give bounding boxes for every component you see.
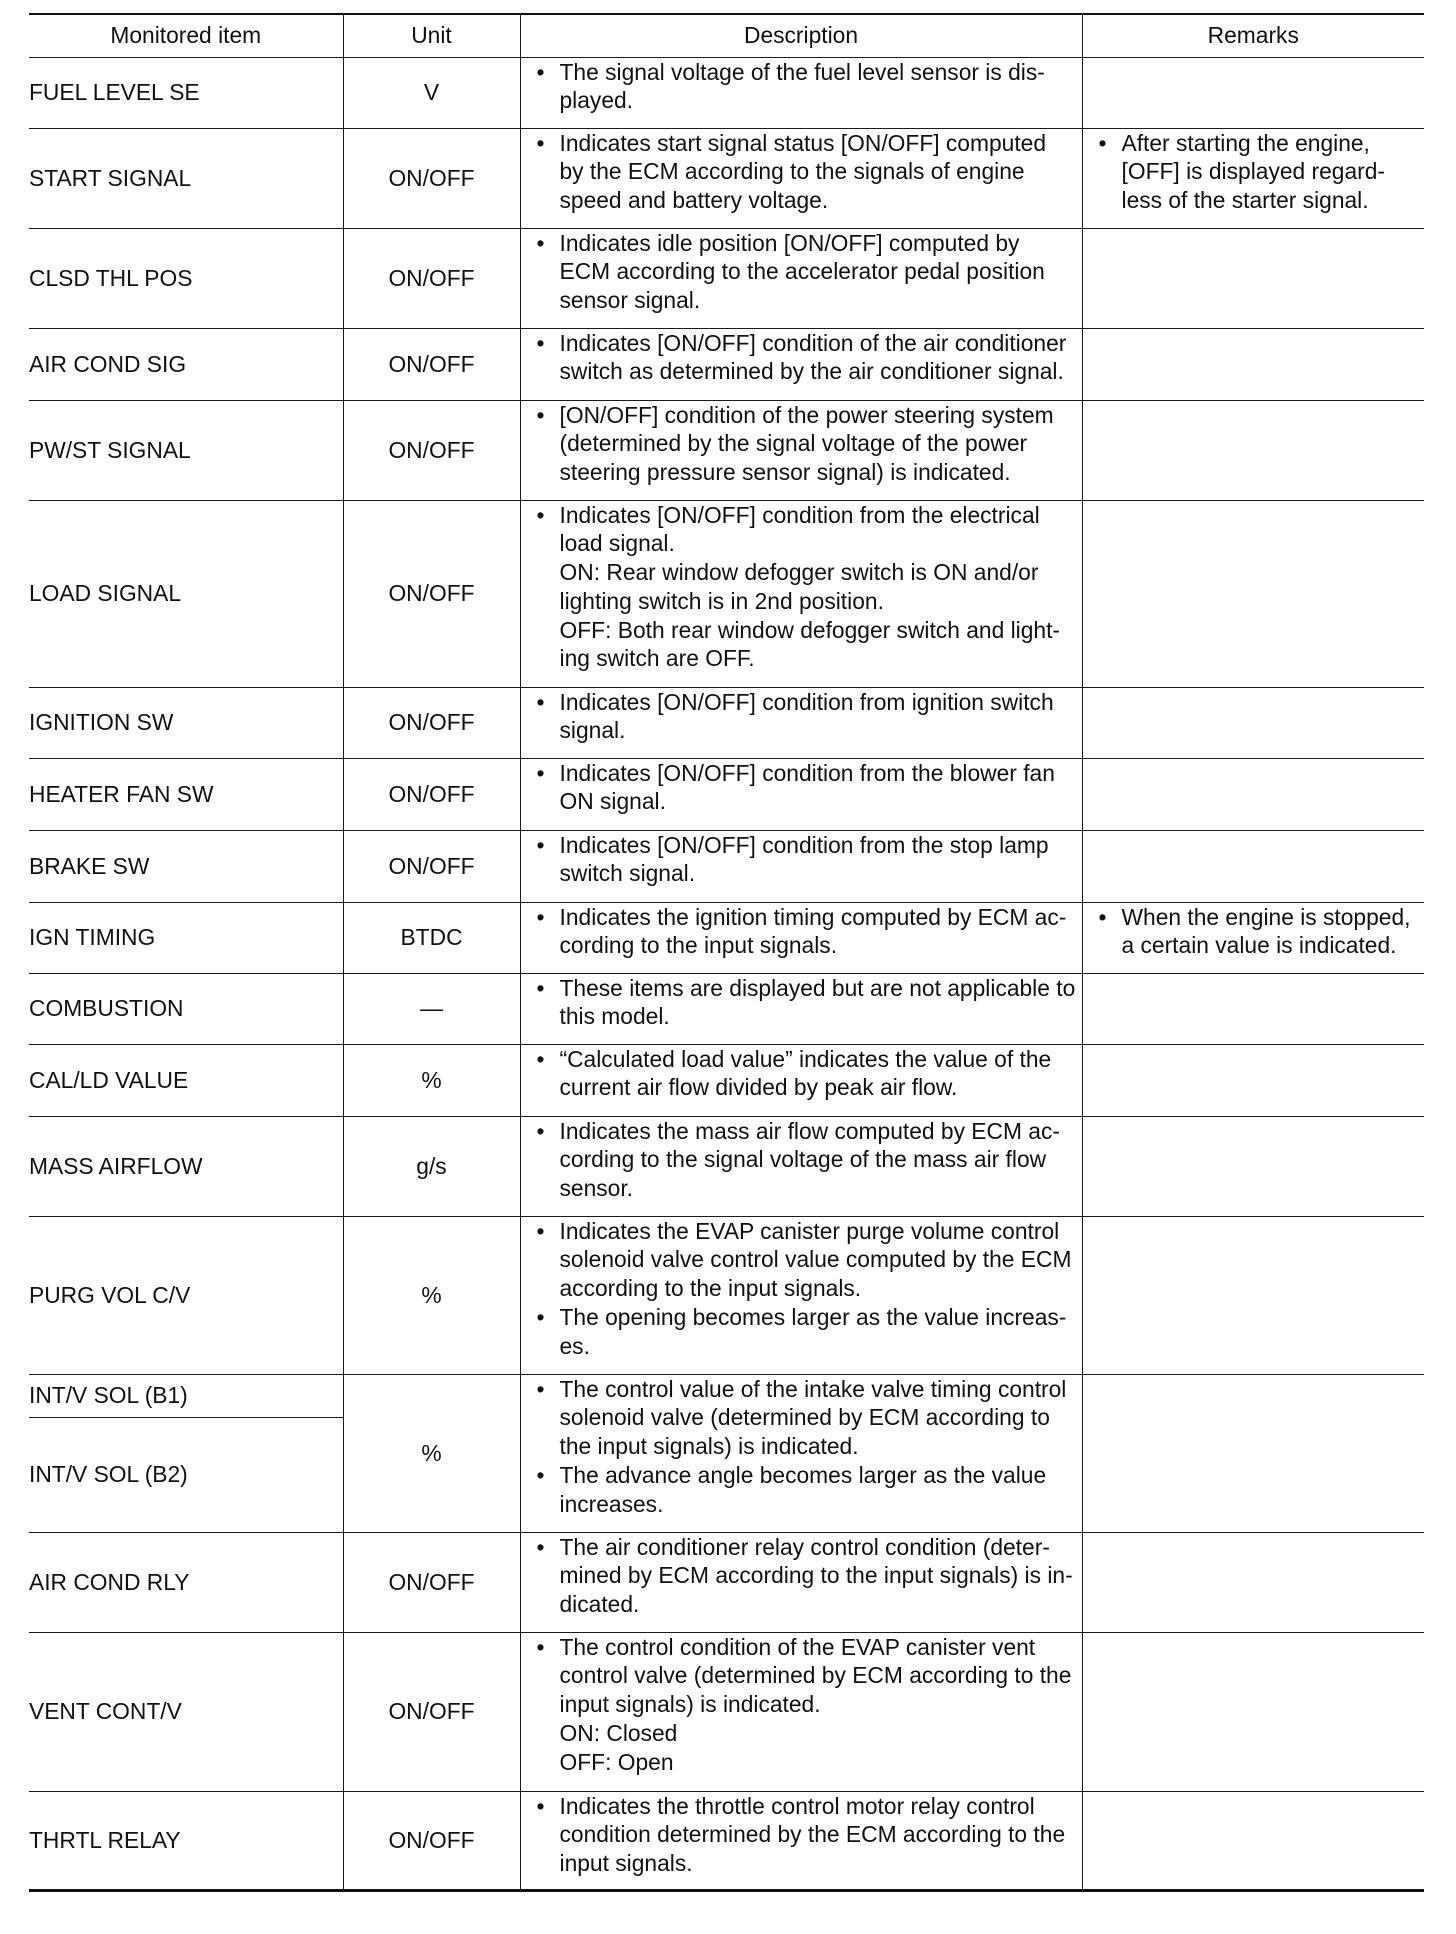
- description-cell: [520, 328, 1082, 400]
- unit-cell: ON/OFF: [343, 1532, 520, 1632]
- description-bullet: • Indicates [ON/OFF] condition of the air conditioner switch as determined by the air conditioner signal.: [521, 329, 1082, 387]
- description-bullet: • Indicates start signal status [ON/OFF] computed by the ECM according to the signals of engine speed and battery voltage.: [521, 129, 1082, 215]
- row-fuel-level-se: [29, 57, 1424, 128]
- description-bullet: • These items are displayed but are not applicable to this model.: [521, 974, 1082, 1032]
- description-bullet: • The opening becomes larger as the value increas- es.: [521, 1303, 1082, 1361]
- remarks-cell: [1082, 1116, 1424, 1216]
- row-ignition-sw: [29, 687, 1424, 758]
- monitored-item-cell: MASS AIRFLOW: [29, 1116, 343, 1216]
- description-bullet: • The signal voltage of the fuel level sensor is dis- played.: [521, 58, 1082, 116]
- description-cell: [520, 1791, 1082, 1890]
- description-bullet: • Indicates [ON/OFF] condition from the electrical load signal. ON: Rear window defogger switch is ON and/or lighting switch is in 2nd position. OFF: Both rear window defogger switch and light- ing switch are OFF.: [521, 501, 1082, 674]
- description-cell: [520, 687, 1082, 758]
- unit-cell: ON/OFF: [343, 687, 520, 758]
- description-bullet: • Indicates [ON/OFF] condition from ignition switch signal.: [521, 688, 1082, 746]
- description-bullet: • Indicates [ON/OFF] condition from the stop lamp switch signal.: [521, 831, 1082, 889]
- monitored-item-cell: COMBUSTION: [29, 973, 343, 1044]
- row-start-signal: [29, 128, 1424, 228]
- monitored-item-cell: AIR COND RLY: [29, 1532, 343, 1632]
- remarks-cell: [1082, 1216, 1424, 1374]
- monitored-item-cell: FUEL LEVEL SE: [29, 57, 343, 128]
- row-heater-fan-sw: [29, 758, 1424, 830]
- unit-cell: g/s: [343, 1116, 520, 1216]
- description-bullet: • The control value of the intake valve timing control solenoid valve (determined by ECM according to the input signals) is indicated.: [521, 1375, 1082, 1461]
- row-air-cond-sig: [29, 328, 1424, 400]
- remarks-cell: [1082, 1374, 1424, 1532]
- unit-cell: —: [343, 973, 520, 1044]
- description-cell: [520, 1632, 1082, 1791]
- monitored-item-cell: PW/ST SIGNAL: [29, 400, 343, 500]
- description-cell: [520, 1044, 1082, 1116]
- monitored-item-cell: PURG VOL C/V: [29, 1216, 343, 1374]
- description-bullet: • The control condition of the EVAP canister vent control valve (determined by ECM according to the input signals) is indicated. ON: Closed OFF: Open: [521, 1633, 1082, 1777]
- remarks-cell: [1082, 758, 1424, 830]
- monitored-item-cell: THRTL RELAY: [29, 1791, 343, 1890]
- unit-cell: ON/OFF: [343, 500, 520, 687]
- remarks-cell: [1082, 1791, 1424, 1890]
- header-unit: Unit: [343, 14, 520, 57]
- monitored-item-cell: IGNITION SW: [29, 687, 343, 758]
- description-bullet: • Indicates idle position [ON/OFF] computed by ECM according to the accelerator pedal position sensor signal.: [521, 229, 1082, 315]
- remarks-cell: [1082, 57, 1424, 128]
- unit-cell: BTDC: [343, 902, 520, 973]
- remarks-cell: [1082, 228, 1424, 328]
- unit-cell: %: [343, 1374, 520, 1532]
- remarks-cell: [1082, 973, 1424, 1044]
- row-vent-contv: [29, 1632, 1424, 1791]
- row-air-cond-rly: [29, 1532, 1424, 1632]
- row-purg-vol-cv: [29, 1216, 1424, 1374]
- description-cell: [520, 902, 1082, 973]
- description-cell: [520, 973, 1082, 1044]
- remarks-cell: [1082, 902, 1424, 973]
- description-cell: [520, 1374, 1082, 1532]
- unit-cell: %: [343, 1216, 520, 1374]
- monitored-item-cell: VENT CONT/V: [29, 1632, 343, 1791]
- description-cell: [520, 1116, 1082, 1216]
- remarks-cell: [1082, 328, 1424, 400]
- table-header: [29, 14, 1424, 57]
- description-bullet: • Indicates the throttle control motor relay control condition determined by the ECM according to the input signals.: [521, 1792, 1082, 1878]
- description-cell: [520, 758, 1082, 830]
- row-pw-st-signal: [29, 400, 1424, 500]
- description-bullet: • Indicates [ON/OFF] condition from the blower fan ON signal.: [521, 759, 1082, 817]
- monitored-item-cell: IGN TIMING: [29, 902, 343, 973]
- remarks-cell: [1082, 1532, 1424, 1632]
- monitored-item-cell: AIR COND SIG: [29, 328, 343, 400]
- description-bullet: • The air conditioner relay control condition (deter- mined by ECM according to the input signals) is in- dicated.: [521, 1533, 1082, 1619]
- description-bullet: • “Calculated load value” indicates the value of the current air flow divided by peak air flow.: [521, 1045, 1082, 1103]
- row-intv-sol-b1: [29, 1374, 1424, 1417]
- unit-cell: ON/OFF: [343, 228, 520, 328]
- unit-cell: ON/OFF: [343, 128, 520, 228]
- row-brake-sw: [29, 830, 1424, 902]
- unit-cell: ON/OFF: [343, 1632, 520, 1791]
- remarks-cell: [1082, 1632, 1424, 1791]
- description-cell: [520, 830, 1082, 902]
- monitored-item-cell: START SIGNAL: [29, 128, 343, 228]
- row-ign-timing: [29, 902, 1424, 973]
- unit-cell: ON/OFF: [343, 830, 520, 902]
- row-thrtl-relay: [29, 1791, 1424, 1890]
- description-cell: [520, 1532, 1082, 1632]
- monitored-item-cell: INT/V SOL (B1): [29, 1374, 343, 1417]
- description-cell: [520, 1216, 1082, 1374]
- description-bullet: • [ON/OFF] condition of the power steering system (determined by the signal voltage of the power steering pressure sensor signal) is indicated.: [521, 401, 1082, 487]
- description-bullet: • Indicates the ignition timing computed by ECM ac- cording to the input signals.: [521, 903, 1082, 961]
- monitored-item-cell: HEATER FAN SW: [29, 758, 343, 830]
- header-remarks: Remarks: [1082, 14, 1424, 57]
- monitored-item-cell: LOAD SIGNAL: [29, 500, 343, 687]
- description-cell: [520, 400, 1082, 500]
- description-cell: [520, 128, 1082, 228]
- unit-cell: %: [343, 1044, 520, 1116]
- remarks-cell: [1082, 400, 1424, 500]
- unit-cell: ON/OFF: [343, 758, 520, 830]
- header-monitored-item: Monitored item: [29, 14, 343, 57]
- monitored-item-cell: INT/V SOL (B2): [29, 1417, 343, 1532]
- row-load-signal: [29, 500, 1424, 687]
- description-cell: [520, 500, 1082, 687]
- header-description: Description: [520, 14, 1082, 57]
- monitored-item-cell: CLSD THL POS: [29, 228, 343, 328]
- unit-cell: ON/OFF: [343, 1791, 520, 1890]
- unit-cell: ON/OFF: [343, 400, 520, 500]
- remarks-bullet: • After starting the engine, [OFF] is displayed regard- less of the starter signal.: [1083, 129, 1425, 215]
- description-bullet: • Indicates the mass air flow computed by ECM ac- cording to the signal voltage of the mass air flow sensor.: [521, 1117, 1082, 1203]
- description-bullet: • Indicates the EVAP canister purge volume control solenoid valve control value computed by the ECM according to the input signals.: [521, 1217, 1082, 1303]
- row-clsd-thl-pos: [29, 228, 1424, 328]
- unit-cell: ON/OFF: [343, 328, 520, 400]
- monitored-item-cell: CAL/LD VALUE: [29, 1044, 343, 1116]
- header-row: [29, 14, 1424, 57]
- remarks-cell: [1082, 1044, 1424, 1116]
- remarks-cell: [1082, 830, 1424, 902]
- remarks-bullet: • When the engine is stopped, a certain value is indicated.: [1083, 903, 1425, 961]
- monitored-item-cell: BRAKE SW: [29, 830, 343, 902]
- row-mass-airflow: [29, 1116, 1424, 1216]
- description-cell: [520, 228, 1082, 328]
- remarks-cell: [1082, 687, 1424, 758]
- description-bullet: • The advance angle becomes larger as the value increases.: [521, 1461, 1082, 1519]
- description-cell: [520, 57, 1082, 128]
- remarks-cell: [1082, 500, 1424, 687]
- table-body: [29, 57, 1424, 1890]
- row-combustion: [29, 973, 1424, 1044]
- monitor-items-table: [29, 13, 1424, 1892]
- row-cal-ld-value: [29, 1044, 1424, 1116]
- unit-cell: V: [343, 57, 520, 128]
- remarks-cell: [1082, 128, 1424, 228]
